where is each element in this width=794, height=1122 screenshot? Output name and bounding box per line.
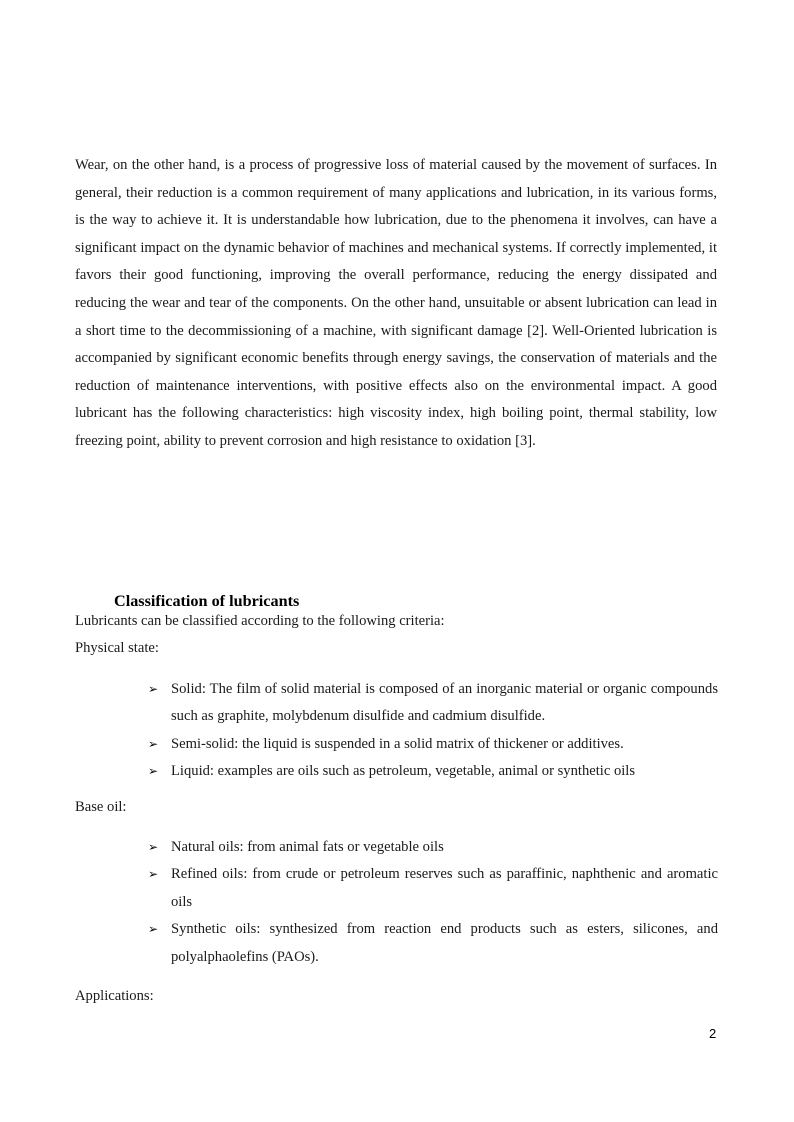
list-item — [148, 758, 718, 785]
base-oil-list — [148, 834, 718, 971]
base-oil-label: Base oil: — [75, 799, 127, 815]
arrow-bullet-icon: ➢ — [148, 867, 159, 882]
list-item — [148, 834, 718, 861]
list-item — [148, 916, 718, 971]
list-item-text: Natural oils: from animal fats or vegetable oils — [171, 839, 444, 855]
section-heading: Classification of lubricants — [114, 592, 300, 610]
intro-paragraph: Wear, on the other hand, is a process of progressive loss of material caused by the movement of surfaces. In general, their reduction is a common requirement of many applications and lubrication, in its various forms, is the way to achieve it. It is understandable how lubrication, due to the phenomena it involves, can have a significant impact on the dynamic behavior of machines and mechanical systems. If correctly implemented, it favors their good functioning, improving the overall performance, reducing the energy dissipated and reducing the wear and tear of the components. On the other hand, unsuitable or absent lubrication can lead in a short time to the decommissioning of a machine, with significant damage [2]. Well-Oriented lubrication is accompanied by significant economic benefits through energy savings, the conservation of materials and the reduction of maintenance interventions, with positive effects also on the environmental impact. A good lubricant has the following characteristics: high viscosity index, high boiling point, thermal stability, low freezing point, ability to prevent corrosion and high resistance to oxidation [3]. — [75, 157, 717, 449]
list-item-text: Liquid: examples are oils such as petroleum, vegetable, animal or synthetic oils — [171, 763, 636, 780]
list-item — [148, 861, 718, 916]
arrow-bullet-icon: ➢ — [148, 736, 159, 751]
page-number: 2 — [709, 1026, 717, 1041]
physical-state-label: Physical state: — [75, 640, 159, 656]
list-item — [148, 676, 718, 731]
arrow-bullet-icon: ➢ — [148, 840, 159, 854]
list-item — [148, 731, 718, 758]
criteria-intro: Lubricants can be classified according to the following criteria: — [75, 613, 445, 629]
arrow-bullet-icon: ➢ — [148, 682, 159, 696]
list-item-text: Refined oils: from crude or petroleum reserves such as paraffinic, naphthenic and aromatic oils — [171, 866, 718, 910]
physical-state-list — [148, 676, 718, 786]
applications-label: Applications: — [75, 988, 154, 1004]
arrow-bullet-icon: ➢ — [148, 922, 159, 937]
list-item-text: Synthetic oils: synthesized from reaction end products such as esters, silicones, and polyalphaolefins (PAOs). — [171, 921, 718, 965]
list-item-text: Solid: The film of solid material is composed of an inorganic material or organic compounds such as graphite, molybdenum disulfide and cadmium disulfide. — [171, 681, 718, 725]
arrow-bullet-icon: ➢ — [148, 764, 159, 779]
list-item-text: Semi-solid: the liquid is suspended in a solid matrix of thickener or additives. — [171, 735, 624, 752]
